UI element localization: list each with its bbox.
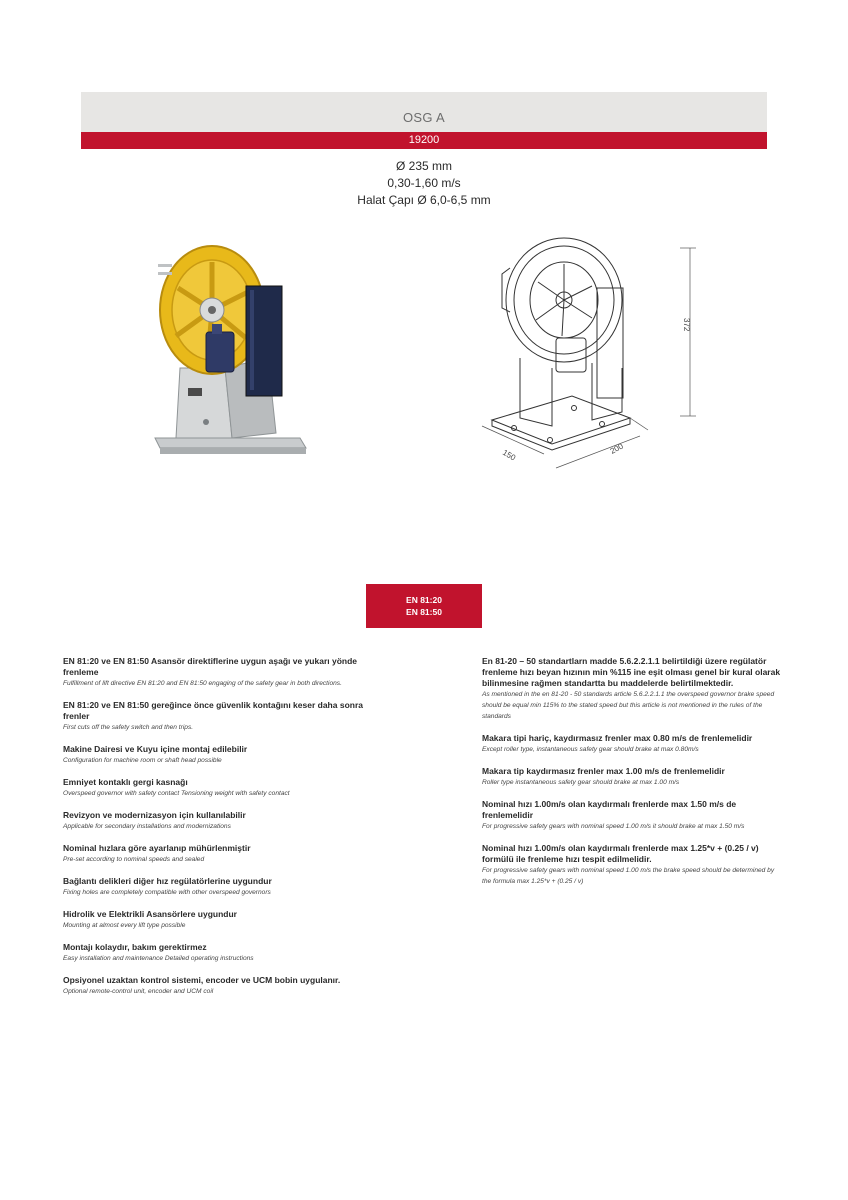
item-translation: Roller type instantaneous safety gear should brake at max 1.00 m/s (482, 779, 680, 786)
base-plate (155, 438, 306, 454)
list-item (482, 733, 782, 755)
item-title: Revizyon ve modernizasyon için kullanılabilir (63, 810, 246, 820)
item-translation: Applicable for secondary installations and modernizations (63, 823, 231, 830)
item-title: Hidrolik ve Elektrikli Asansörlere uygundur (63, 909, 237, 919)
item-translation: As mentioned in the en 81-20 - 50 standards article 5.6.2.2.1.1 the overspeed governor brake speed should be equal min 115% to the stated speed but this article is not mentioned in the rules of the standards (482, 691, 775, 720)
product-photo (150, 228, 310, 483)
technical-drawing (452, 228, 702, 483)
list-item (482, 843, 782, 887)
list-item (482, 766, 782, 788)
item-translation: Fixing holes are completely compatible with other overspeed governors (63, 889, 271, 896)
item-translation: For progressive safety gears with nominal speed 1.00 m/s the brake speed should be determined by the formula max 1.25*v + (0.25 / v) (482, 867, 775, 885)
list-item (63, 843, 363, 865)
item-translation: First cuts off the safety switch and then trips. (63, 724, 194, 731)
list-item (63, 975, 363, 997)
item-title: Montajı kolaydır, bakım gerektirmez (63, 942, 207, 952)
drawing-switch (556, 338, 586, 372)
product-title-bar (81, 92, 767, 132)
item-title: En 81-20 – 50 standartlarn madde 5.6.2.2.1.1 belirtildiği üzere regülatör frenleme hızı beyan hızının min %115 ine eşit olması genel bir kural olarak bilinmesine rağmen standartta bu maddelerde belirtilmektedir. (482, 656, 781, 688)
item-title: Makine Dairesi ve Kuyu içine montaj edilebilir (63, 744, 248, 754)
item-title: Bağlantı delikleri diğer hız regülatörlerine uygundur (63, 876, 272, 886)
item-title: Nominal hızı 1.00m/s olan kaydırmalı frenlerde max 1.50 m/s de frenlemelidir (482, 799, 737, 820)
product-code: 19200 (408, 134, 440, 146)
item-translation: Overspeed governor with safety contact Tensioning weight with safety contact (63, 790, 290, 797)
spec-diameter: Ø 235 mm (395, 159, 452, 173)
dim-width-label: 200 (608, 441, 625, 456)
item-translation: Configuration for machine room or shaft head possible (63, 757, 222, 764)
list-item (63, 777, 363, 799)
product-title: OSG A (403, 110, 445, 125)
item-translation: Fulfillment of lift directive EN 81:20 and EN 81:50 engaging of the safety gear in both directions. (63, 680, 342, 687)
spec-list (0, 158, 848, 209)
list-item (63, 744, 363, 766)
item-translation: Mounting at almost every lift type possible (63, 922, 186, 929)
list-item (63, 909, 363, 931)
drawing-cover-plate (597, 288, 623, 398)
standard-2: EN 81:50 (406, 607, 442, 617)
list-item (482, 799, 782, 832)
item-translation: Except roller type, instantaneous safety gear should brake at max 0.80m/s (482, 746, 699, 753)
spec-speed: 0,30-1,60 m/s (387, 176, 461, 190)
item-title: EN 81:20 ve EN 81:50 Asansör direktiflerine uygun aşağı ve yukarı yönde frenleme (63, 656, 358, 677)
feature-list-left (63, 656, 363, 1008)
list-item (482, 656, 782, 722)
item-title: EN 81:20 ve EN 81:50 gereğince önce güvenlik kontağını keser daha sonra frenler (63, 700, 363, 721)
list-item (63, 656, 363, 689)
item-translation: Optional remote-control unit, encoder and UCM coil (63, 988, 214, 995)
standards-badge (366, 584, 482, 628)
spec-rope-diameter: Halat Çapı Ø 6,0-6,5 mm (357, 193, 491, 207)
item-title: Opsiyonel uzaktan kontrol sistemi, encoder ve UCM bobin uygulanır. (63, 975, 341, 985)
standard-1: EN 81:20 (406, 595, 442, 605)
dim-depth-label: 150 (501, 447, 518, 463)
item-title: Makara tip kaydırmasız frenler max 1.00 m/s de frenlemelidir (482, 766, 725, 776)
drawing-base (492, 396, 630, 444)
cover-plate (246, 286, 282, 396)
item-translation: For progressive safety gears with nominal speed 1.00 m/s it should brake at max 1.50 m/s (482, 823, 745, 830)
item-translation: Pre-set according to nominal speeds and sealed (63, 856, 205, 863)
item-title: Nominal hızı 1.00m/s olan kaydırmalı frenlerde max 1.25*v + (0.25 / v) formülü ile frenleme hızı tespit edilmelidir. (482, 843, 759, 864)
feature-list-right (482, 656, 782, 898)
list-item (63, 876, 363, 898)
product-code-bar (81, 132, 767, 149)
list-item (63, 810, 363, 832)
item-title: Nominal hızlara göre ayarlanıp mühürlenmiştir (63, 843, 251, 853)
list-item (63, 942, 363, 964)
list-item (63, 700, 363, 733)
item-title: Makara tipi hariç, kaydırmasız frenler max 0.80 m/s de frenlemelidir (482, 733, 753, 743)
item-title: Emniyet kontaklı gergi kasnağı (63, 777, 188, 787)
dim-height-label: 372 (682, 318, 691, 332)
item-translation: Easy installation and maintenance Detailed operating instructions (63, 955, 254, 962)
